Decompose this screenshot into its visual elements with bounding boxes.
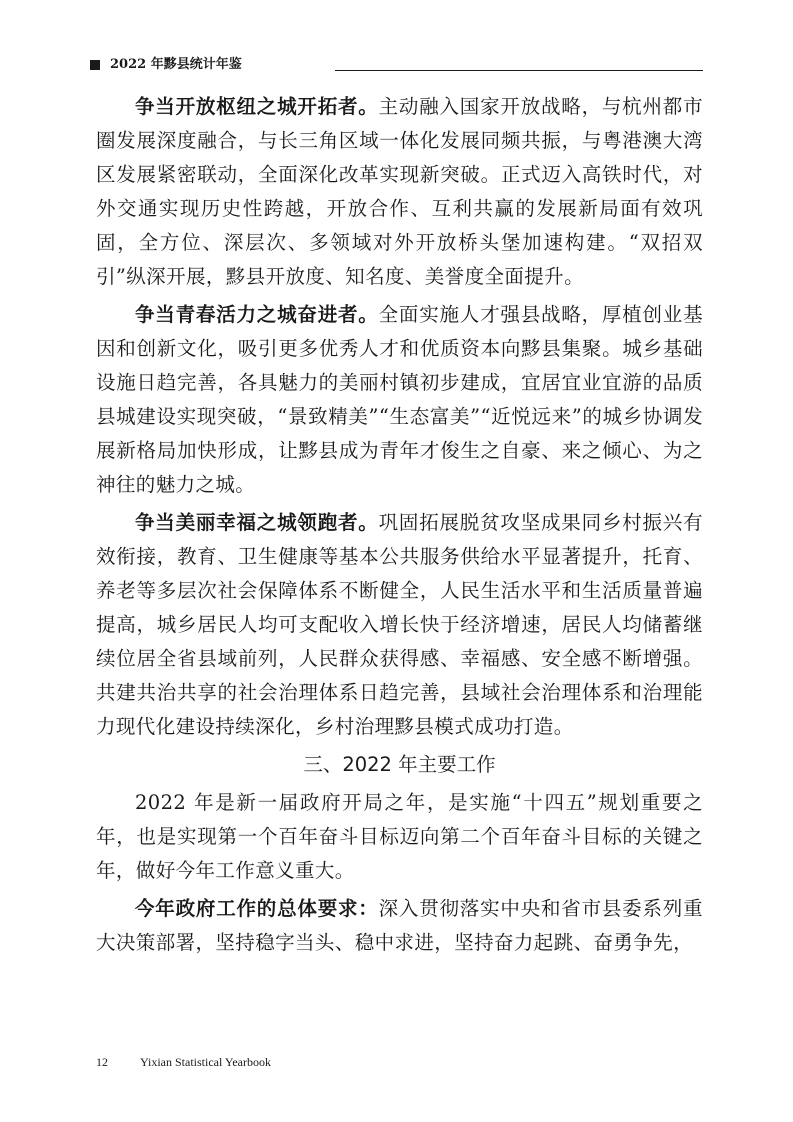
page-footer <box>96 1055 271 1070</box>
header-title: 2022 年黟县统计年鉴 <box>110 57 242 72</box>
paragraph-text: 深入贯彻落实中央和省市县委系列重大决策部署，坚持稳字当头、稳中求进，坚持奋力起跳、奋勇争先， <box>96 897 703 954</box>
paragraph-lead: 争当青春活力之城奋进者。 <box>135 303 379 326</box>
paragraph-text: 巩固拓展脱贫攻坚成果同乡村振兴有效衔接，教育、卫生健康等基本公共服务供给水平显著提升，托育、养老等多层次社会保障体系不断健全，人民生活水平和生活质量普遍提高，城乡居民人均可支配收入增长快于经济增速，居民人均储蓄继续位居全省县域前列，人民群众获得感、幸福感、安全感不断增强。共建共治共享的社会治理体系日趋完善，县域社会治理体系和治理能力现代化建设持续深化，乡村治理黟县模式成功打造。 <box>96 511 703 738</box>
header-rule <box>335 70 703 71</box>
paragraph-overall-requirements <box>96 892 703 960</box>
paragraph-text: 主动融入国家开放战略，与杭州都市圈发展深度融合，与长三角区域一体化发展同频共振，与粤港澳大湾区发展紧密联动，全面深化改革实现新突破。正式迈入高铁时代，对外交通实现历史性跨越，开放合作、互利共赢的发展新局面有效巩固，全方位、深层次、多领域对外开放桥头堡加速构建。“双招双引”纵深开展，黟县开放度、知名度、美誉度全面提升。 <box>96 95 703 288</box>
paragraph-text: 全面实施人才强县战略，厚植创业基因和创新文化，吸引更多优秀人才和优质资本向黟县集聚。城乡基础设施日趋完善，各具魅力的美丽村镇初步建成，宜居宜业宜游的品质县城建设实现突破，“景致精美”“生态富美”“近悦远来”的城乡协调发展新格局加快形成，让黟县成为青年才俊生之自豪、来之倾心、为之神往的魅力之城。 <box>96 303 703 496</box>
paragraph-beautiful-happy <box>96 506 703 744</box>
paragraph-lead: 争当开放枢纽之城开拓者。 <box>135 95 379 118</box>
running-header <box>90 56 703 76</box>
paragraph-youth-vitality <box>96 298 703 502</box>
footer-title: Yixian Statistical Yearbook <box>140 1055 271 1069</box>
paragraph-lead: 今年政府工作的总体要求： <box>135 897 379 920</box>
page-body <box>96 90 703 964</box>
paragraph-open-hub <box>96 90 703 294</box>
section-heading: 三、2022 年主要工作 <box>303 753 496 776</box>
paragraph-2022-overview: 2022 年是新一届政府开局之年，是实施“十四五”规划重要之年，也是实现第一个百年奋斗目标迈向第二个百年奋斗目标的关键之年，做好今年工作意义重大。 <box>96 791 703 882</box>
page-number: 12 <box>96 1055 108 1069</box>
paragraph-lead: 争当美丽幸福之城领跑者。 <box>135 511 379 534</box>
header-square-icon <box>90 60 100 70</box>
